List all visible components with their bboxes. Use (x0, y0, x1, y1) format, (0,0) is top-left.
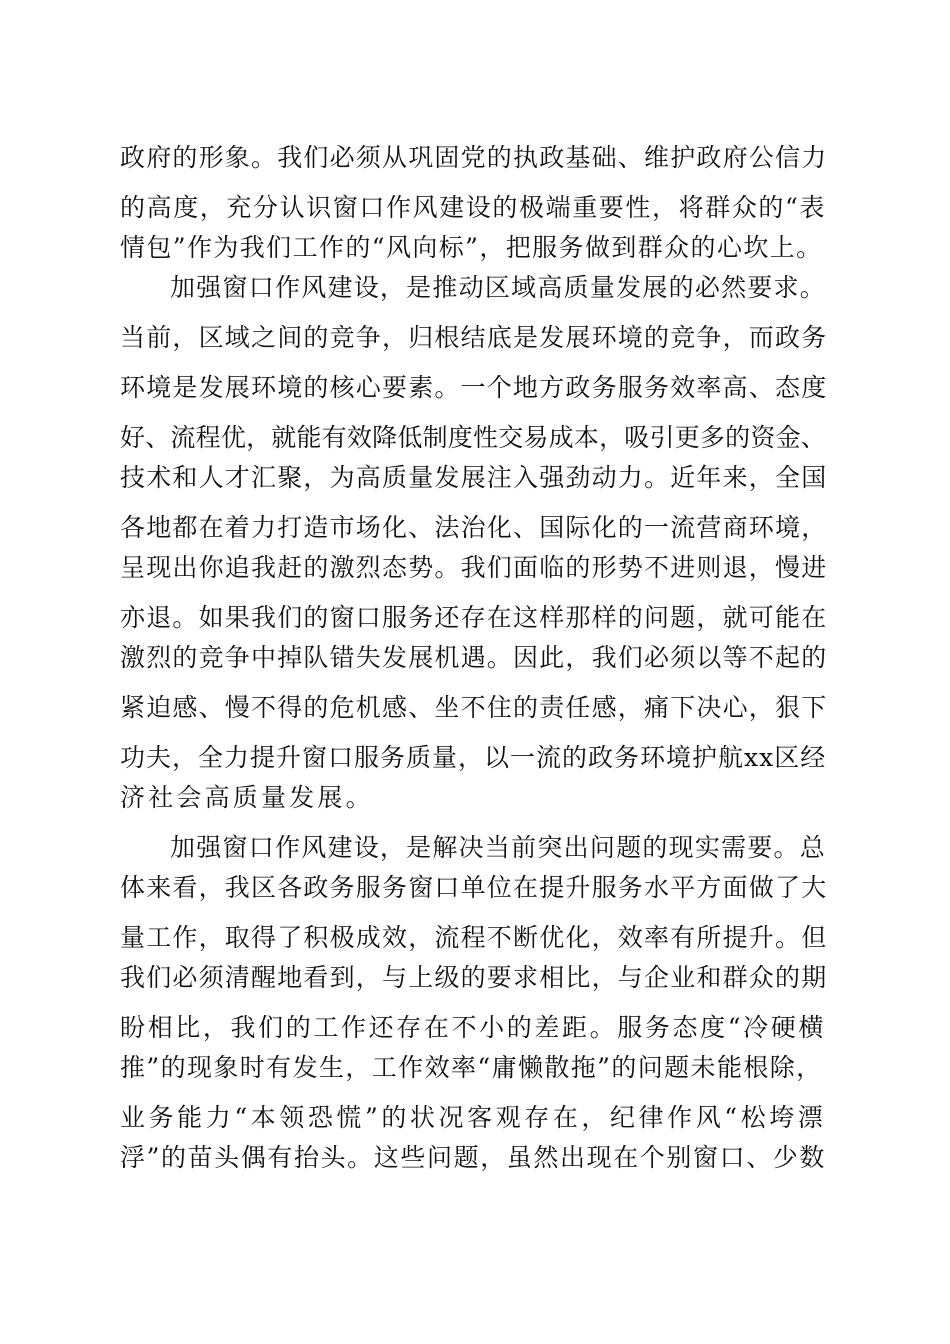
paragraph-first-line: 加强窗口作风建设，是推动区域高质量发展的必然要求。 (170, 273, 826, 302)
text-line: 紧迫感、慢不得的危机感、坐不住的责任感，痛下决心，狠下 (120, 693, 828, 722)
text-line: 浮”的苗头偶有抬头。这些问题，虽然出现在个别窗口、少数 (120, 1143, 826, 1172)
text-line: 亦退。如果我们的窗口服务还存在这样那样的问题，就可能在 (120, 603, 828, 632)
text-line: 好、流程优，就能有效降低制度性交易成本，吸引更多的资金、 (120, 423, 826, 452)
text-line: 体来看，我区各政务服务窗口单位在提升服务水平方面做了大 (120, 873, 828, 902)
text-line: 各地都在着力打造市场化、法治化、国际化的一流营商环境， (120, 513, 828, 542)
text-line: 当前，区域之间的竞争，归根结底是发展环境的竞争，而政务 (120, 323, 828, 352)
text-line: 盼相比，我们的工作还存在不小的差距。服务态度“冷硬横 (120, 1013, 826, 1042)
text-line: 情包”作为我们工作的“风向标”，把服务做到群众的心坎上。 (120, 233, 823, 262)
text-line: 呈现出你追我赶的激烈态势。我们面临的形势不进则退，慢进 (120, 553, 828, 582)
text-line: 我们必须清醒地看到，与上级的要求相比，与企业和群众的期 (120, 963, 828, 992)
text-line: 技术和人才汇聚，为高质量发展注入强劲动力。近年来，全国 (120, 463, 828, 492)
text-line: 环境是发展环境的核心要素。一个地方政务服务效率高、态度 (120, 373, 828, 402)
text-line: 量工作，取得了积极成效，流程不断优化，效率有所提升。但 (120, 923, 828, 952)
text-line: 的高度，充分认识窗口作风建设的极端重要性，将群众的“表 (120, 193, 826, 222)
paragraph-first-line: 加强窗口作风建设，是解决当前突出问题的现实需要。总 (170, 833, 826, 862)
text-line: 济社会高质量发展。 (120, 783, 374, 812)
text-line: 激烈的竞争中掉队错失发展机遇。因此，我们必须以等不起的 (120, 643, 828, 672)
text-line: 政府的形象。我们必须从巩固党的执政基础、维护政府公信力 (120, 143, 828, 172)
text-line: 功夫，全力提升窗口服务质量，以一流的政务环境护航xx区经 (120, 743, 827, 772)
text-line: 业务能力“本领恐慌”的状况客观存在，纪律作风“松垮漂 (120, 1103, 826, 1132)
text-line: 推”的现象时有发生，工作效率“庸懒散拖”的问题未能根除， (120, 1053, 823, 1082)
